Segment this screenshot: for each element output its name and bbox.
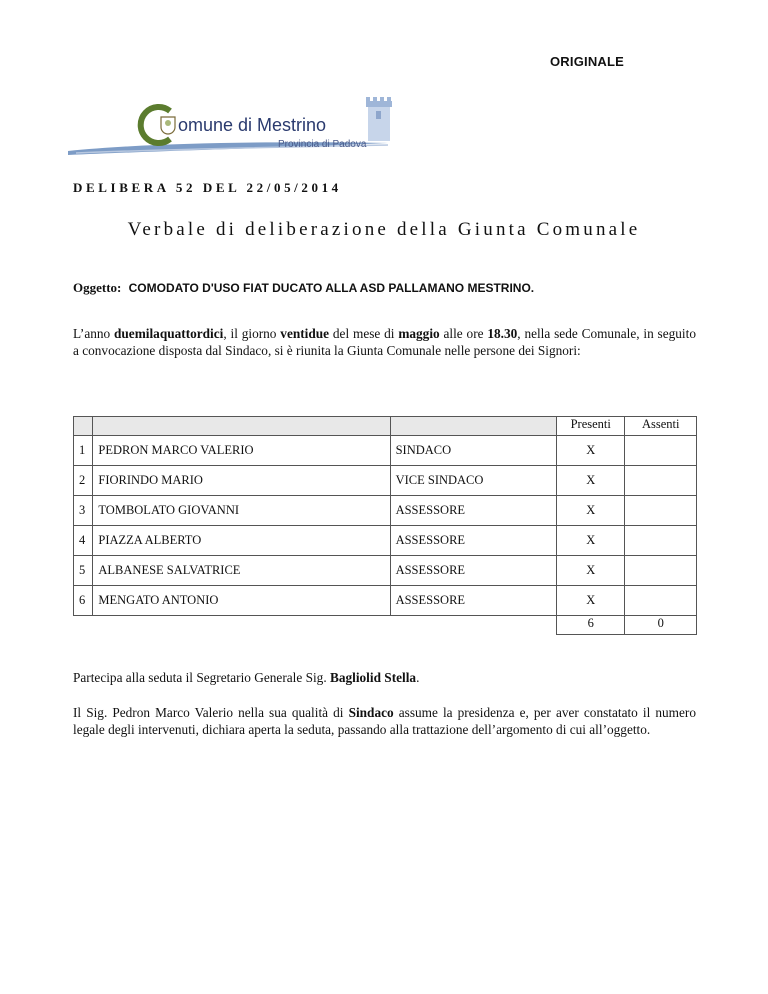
presidency-paragraph: Il Sig. Pedron Marco Valerio nella sua qualità di Sindaco assume la presidenza e, per aver constatato il numero legale degli intervenuti, dichiara aperta la seduta, passando alla trattazione dell’argomento di cui all’oggetto. (73, 705, 696, 737)
oggetto-line (73, 280, 534, 296)
totals-row (74, 616, 697, 635)
table-row: 4 PIAZZA ALBERTO ASSESSORE X (74, 526, 697, 556)
oggetto-label: Oggetto: (73, 280, 122, 295)
intro-time: 18.30 (487, 326, 518, 341)
svg-text:omune di Mestrino: omune di Mestrino (178, 115, 327, 135)
svg-text:Provincia di Padova: Provincia di Padova (278, 139, 367, 150)
table-row: 6 MENGATO ANTONIO ASSESSORE X (74, 586, 697, 616)
table-row: 5 ALBANESE SALVATRICE ASSESSORE X (74, 556, 697, 586)
oggetto-value: COMODATO D'USO FIAT DUCATO ALLA ASD PALLAMANO MESTRINO. (128, 281, 535, 295)
intro-year: duemilaquattordici (114, 326, 224, 341)
original-stamp: ORIGINALE (550, 54, 625, 69)
table-row: 1 PEDRON MARCO VALERIO SINDACO X (74, 436, 697, 466)
intro-day: ventidue (280, 326, 330, 341)
col-absent-header: Assenti (625, 417, 697, 436)
comune-di-mestrino-logo (66, 95, 406, 165)
table-row: 2 FIORINDO MARIO VICE SINDACO X (74, 466, 697, 496)
attendance-header (74, 417, 697, 436)
total-absent: 0 (625, 616, 697, 635)
delibera-number: DELIBERA 52 DEL 22/05/2014 (73, 180, 342, 195)
document-title: Verbale di deliberazione della Giunta Comunale (127, 219, 641, 240)
intro-paragraph: L’anno duemilaquattordici, il giorno ventidue del mese di maggio alle ore 18.30, nella sede Comunale, in seguito a convocazione disposta dal Sindaco, si è riunita la Giunta Comunale nelle persone dei Signori: (73, 326, 696, 358)
secretary-paragraph: Partecipa alla seduta il Segretario Generale Sig. Bagliolid Stella. (73, 670, 420, 685)
col-present-header: Presenti (557, 417, 625, 436)
presidency-role: Sindaco (348, 705, 394, 720)
secretary-name: Bagliolid Stella (329, 670, 417, 685)
table-row: 3 TOMBOLATO GIOVANNI ASSESSORE X (74, 496, 697, 526)
attendance-table (73, 416, 697, 635)
intro-month: maggio (398, 326, 440, 341)
total-present: 6 (557, 616, 625, 635)
